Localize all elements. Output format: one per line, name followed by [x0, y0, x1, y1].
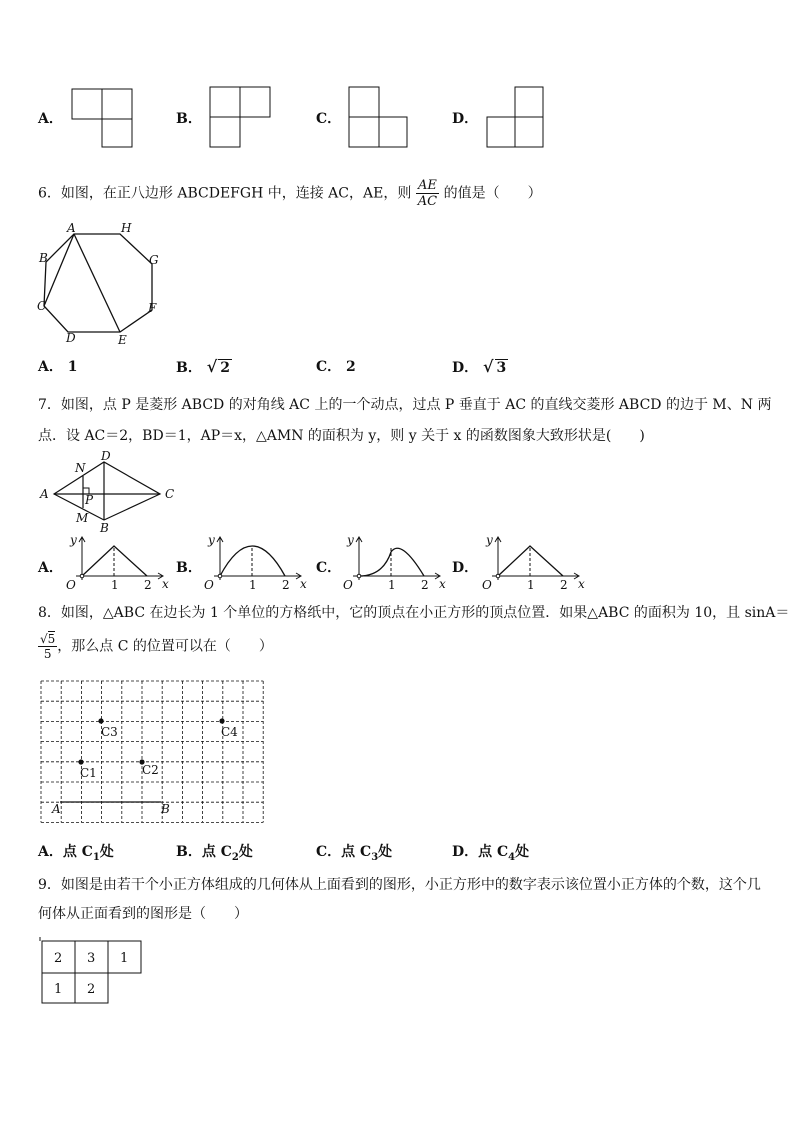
q6-label-e: E: [118, 333, 127, 347]
q6-fraction: [416, 178, 439, 209]
q8-option-a-tail: 处: [99, 844, 114, 860]
q9-stem-line1: 9．如图是由若干个小正方体组成的几何体从上面看到的图形，小正方形中的数字表示该位置小正方体的个数，这个几: [38, 877, 761, 893]
point-c3: [98, 718, 103, 723]
q6-label-b: B: [39, 251, 48, 265]
q6-option-d[interactable]: [452, 357, 508, 378]
y-axis-label: y: [486, 533, 493, 547]
q8-stem-line1: 8．如图，△ABC 在边长为 1 个单位的方格纸中，它的顶点在小正方形的顶点位置．如果△ABC 的面积为 10，且 sinA＝: [38, 605, 790, 621]
q6-label-h: H: [121, 221, 132, 235]
q8-option-c[interactable]: [316, 842, 392, 868]
q9-top-view-grid: [38, 936, 148, 1006]
origin-point: [80, 574, 84, 578]
sqrt-icon: √: [40, 632, 48, 646]
origin-point: [357, 574, 361, 578]
q8-option-a-letter: A．: [38, 844, 63, 860]
q6-octagon-figure: [30, 220, 170, 348]
q8-label-c1: C1: [80, 766, 97, 780]
q9-cell-1-2: 3: [87, 951, 96, 966]
y-axis-label: y: [70, 533, 77, 547]
q8-option-d[interactable]: [452, 842, 529, 868]
q7-label-n: N: [75, 461, 86, 475]
y-axis-label: y: [347, 533, 354, 547]
q8-option-b-text: 点 C: [201, 844, 232, 860]
q7-label-m: M: [76, 511, 89, 525]
q6-label-c: C: [37, 299, 47, 313]
q6-fraction-denominator: AC: [417, 194, 438, 209]
tick-label-1: 1: [249, 578, 257, 592]
origin-point: [496, 574, 500, 578]
q8-option-c-letter: C．: [316, 844, 342, 860]
q6-option-d-value: 3: [496, 360, 507, 376]
q7-stem-line2: 点．设 AC＝2，BD＝1，AP＝x，△AMN 的面积为 y，则 y 关于 x 的函数图象大致形状是( ): [38, 428, 645, 444]
origin-point: [218, 574, 222, 578]
q9-stem-line2: 何体从正面看到的图形是（ ）: [38, 906, 248, 922]
q7-label-p: P: [85, 493, 94, 507]
x-axis-label: x: [162, 577, 169, 591]
q6-stem-suffix: 的值是（ ）: [443, 185, 542, 202]
q9-cell-2-1: 1: [54, 982, 63, 997]
q6-option-b-value: 2: [220, 360, 230, 376]
origin-label: O: [66, 578, 76, 592]
q6-stem: [38, 178, 542, 209]
q8-label-c2: C2: [142, 763, 159, 777]
q6-option-b[interactable]: [176, 357, 232, 378]
sqrt-icon: √: [483, 357, 494, 376]
q6-option-a-letter: A．: [38, 359, 63, 375]
q8-stem-line2-text: ，那么点 C 的位置可以在（ ）: [57, 638, 273, 655]
q6-option-c-value: 2: [346, 359, 356, 375]
q7-label-d: D: [101, 449, 111, 463]
q5-option-a-figure[interactable]: [68, 86, 134, 150]
q8-option-b-tail: 处: [238, 844, 253, 860]
q8-option-d-text: 点 C: [478, 844, 509, 860]
origin-label: O: [482, 578, 492, 592]
q8-option-a[interactable]: [38, 842, 114, 868]
q8-label-c3: C3: [101, 725, 118, 739]
origin-label: O: [343, 578, 353, 592]
tick-label-2: 2: [560, 578, 568, 592]
q8-stem-line2: [38, 632, 273, 661]
q6-label-d: D: [66, 331, 76, 345]
tick-label-1: 1: [388, 578, 396, 592]
function-curve: [359, 548, 424, 576]
q5-option-b-figure[interactable]: [206, 84, 272, 150]
q9-cell-1-1: 2: [54, 951, 63, 966]
x-axis-label: x: [578, 577, 585, 591]
q7-option-a-graph[interactable]: [62, 532, 172, 592]
q6-option-a[interactable]: [38, 357, 78, 377]
q7-option-d-graph[interactable]: [478, 532, 588, 592]
q6-option-c[interactable]: [316, 357, 356, 377]
q6-option-b-letter: B．: [176, 360, 202, 376]
q8-option-c-sub: 3: [371, 851, 379, 863]
x-axis-label: x: [300, 577, 307, 591]
q8-label-c4: C4: [221, 725, 238, 739]
q9-cell-1-3: 1: [120, 951, 129, 966]
x-axis-label: x: [439, 577, 446, 591]
q8-option-c-text: 点 C: [341, 844, 372, 860]
q5-option-d-label[interactable]: D．: [452, 111, 479, 127]
q8-sin-denominator: 5: [43, 647, 52, 661]
point-c1: [78, 759, 83, 764]
q7-option-b-graph[interactable]: [200, 532, 310, 592]
q8-label-b: B: [161, 802, 170, 816]
tick-label-1: 1: [111, 578, 119, 592]
origin-label: O: [204, 578, 214, 592]
point-c4: [219, 718, 224, 723]
tick-label-2: 2: [144, 578, 152, 592]
q8-label-a: A: [52, 802, 61, 816]
q8-option-d-sub: 4: [508, 851, 516, 863]
q7-option-c-graph[interactable]: [339, 532, 449, 592]
q7-label-b: B: [100, 521, 109, 534]
q6-option-c-letter: C．: [316, 359, 342, 375]
q7-option-c-label[interactable]: C．: [316, 560, 342, 576]
q7-label-a: A: [40, 487, 49, 501]
y-axis-label: y: [208, 533, 215, 547]
q5-option-b-label[interactable]: B．: [176, 111, 202, 127]
q9-cell-2-2: 2: [87, 982, 96, 997]
q8-option-b-sub: 2: [231, 851, 239, 863]
tick-label-1: 1: [527, 578, 535, 592]
q8-sin-fraction: [38, 632, 57, 661]
q5-option-d-figure[interactable]: [483, 84, 549, 150]
q8-option-a-sub: 1: [92, 851, 100, 863]
q6-stem-prefix: 6．如图，在正八边形 ABCDEFGH 中，连接 AC，AE，则: [38, 185, 412, 202]
q8-sin-numerator: [38, 632, 57, 647]
q7-option-a-label[interactable]: A．: [38, 560, 63, 576]
q7-option-b-label[interactable]: B．: [176, 560, 202, 576]
q8-grid-figure: [40, 680, 266, 826]
q6-label-a: A: [67, 221, 76, 235]
q8-option-b[interactable]: [176, 842, 253, 868]
q7-rhombus-figure: [34, 448, 184, 534]
q6-label-f: F: [148, 301, 157, 315]
q8-option-a-text: 点 C: [62, 844, 93, 860]
q8-option-c-tail: 处: [378, 844, 393, 860]
q8-sin-radicand: 5: [47, 632, 56, 646]
q7-option-d-label[interactable]: D．: [452, 560, 479, 576]
q8-option-d-letter: D．: [452, 844, 479, 860]
q6-option-d-letter: D．: [452, 360, 479, 376]
tick-label-2: 2: [421, 578, 429, 592]
q5-option-a-label[interactable]: A．: [38, 111, 63, 127]
q5-option-c-figure[interactable]: [345, 84, 411, 150]
q6-fraction-numerator: AE: [416, 178, 439, 194]
q8-option-d-tail: 处: [515, 844, 530, 860]
sqrt-icon: √: [206, 357, 218, 376]
q5-option-c-label[interactable]: C．: [316, 111, 342, 127]
q7-label-c: C: [165, 487, 175, 501]
q8-option-b-letter: B．: [176, 844, 202, 860]
q6-option-a-value: 1: [67, 359, 78, 375]
q6-label-g: G: [149, 253, 159, 267]
tick-label-2: 2: [282, 578, 290, 592]
q7-stem-line1: 7．如图，点 P 是菱形 ABCD 的对角线 AC 上的一个动点，过点 P 垂直于 AC 的直线交菱形 ABCD 的边于 M、N 两: [38, 397, 772, 413]
